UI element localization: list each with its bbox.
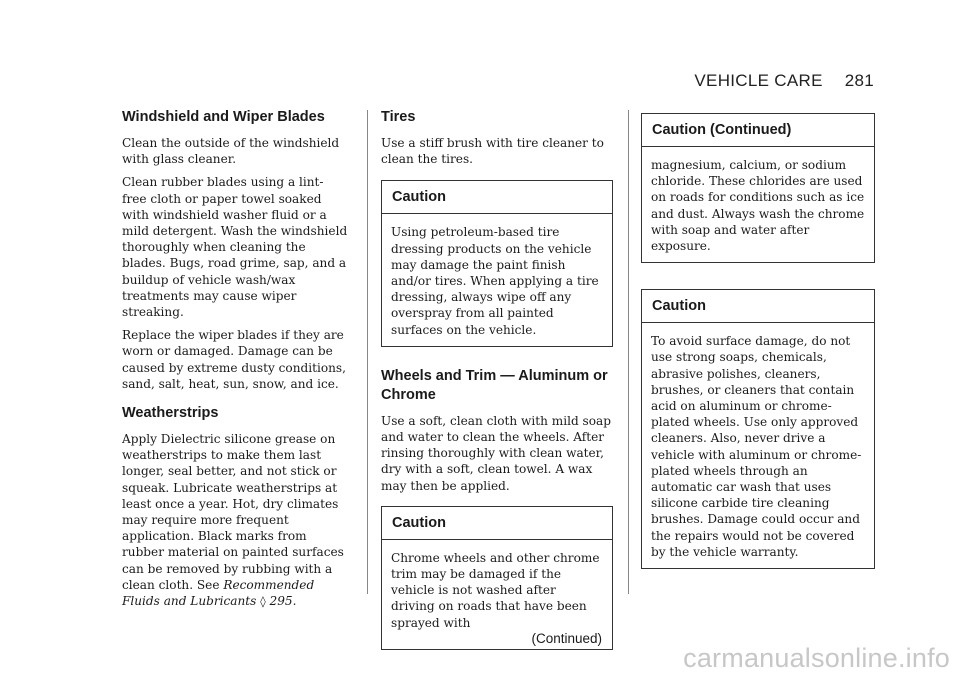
paragraph: Clean the outside of the windshield with glass cleaner. [122, 136, 340, 167]
heading-windshield: Windshield and Wiper Blades [122, 109, 325, 125]
heading-weatherstrips: Weatherstrips [122, 405, 219, 422]
column-divider-1 [367, 110, 368, 594]
column-2 [381, 108, 613, 664]
caution-text: Chrome wheels and other chrome trim may be damaged if the vehicle is not washed after driving on roads that have been sprayed with [391, 550, 600, 630]
column-divider-2 [628, 110, 629, 594]
page-number: 281 [844, 71, 874, 90]
continued-label: (Continued) [531, 630, 602, 646]
caution-title: Caution [382, 181, 612, 214]
xref-fluids-link[interactable]: Recommended Fluids and Lubricants ◊ 295. [122, 577, 315, 609]
caution-text: magnesium, calcium, or sodium chloride. These chlorides are used on roads for conditions such as ice and dust. Always wash the chrome with soap and water after exposure. [651, 158, 865, 254]
column-3 [641, 113, 875, 583]
heading-wheels: Wheels and Trim — Aluminum or Chrome [381, 367, 608, 403]
paragraph: Clean rubber blades using a lint-free cloth or paper towel soaked with windshield washer fluid or a mild detergent. Wash the windshield thoroughly when cleaning the blades. Bugs, road grime, sap, and a buildup of vehicle wash/wax treatments may cause wiper streaking. [122, 175, 348, 320]
paragraph: Use a stiff brush with tire cleaner to clean the tires. [381, 136, 604, 167]
paragraph-weatherstrips: Apply Dielectric silicone grease on weatherstrips to make them last longer, seal better, and not stick or squeak. Lubricate weatherstrips at least once a year. Hot, dry climates may require more frequent application. Black marks from rubber material on painted surfaces can be removed by rubbing with a clean cloth. See Recommended Fluids and Lubricants ◊ 295. [122, 432, 344, 609]
caution-title: Caution [642, 290, 874, 323]
caution-title: Caution [382, 507, 612, 540]
paragraph: Use a soft, clean cloth with mild soap and water to clean the wheels. After rinsing thoroughly with clean water, dry with a soft, clean towel. A wax may then be applied. [381, 413, 611, 493]
caution-text: Using petroleum-based tire dressing products on the vehicle may damage the paint finish and/or tires. When applying a tire dressing, always wipe off any overspray from all painted surfaces on the vehicle. [391, 225, 599, 337]
caution-box-tire-dressing [381, 180, 613, 346]
heading-tires: Tires [381, 109, 416, 125]
paragraph: Replace the wiper blades if they are worn or damaged. Damage can be caused by extreme dusty conditions, sand, salt, heat, sun, snow, and ice. [122, 328, 346, 391]
column-1 [122, 108, 348, 617]
caution-box-chrome [381, 506, 613, 650]
page-ref-icon: ◊ [260, 595, 266, 609]
caution-box-continued [641, 113, 875, 263]
caution-title: Caution (Continued) [642, 114, 874, 147]
section-title: VEHICLE CARE [694, 71, 823, 90]
watermark-logo: carmanualsonline.info [683, 643, 950, 673]
caution-box-wheel-cleaning [641, 289, 875, 569]
page-header [694, 71, 874, 91]
caution-text: To avoid surface damage, do not use strong soaps, chemicals, abrasive polishes, cleaners, brushes, or cleaners that contain acid on aluminum or chrome-plated wheels. Use only approved cleaners. Also, never drive a vehicle with aluminum or chrome-plated wheels through an automatic car wash that uses silicone carbide tire cleaning brushes. Damage could occur and the repairs would not be covered by the vehicle warranty. [651, 334, 862, 559]
